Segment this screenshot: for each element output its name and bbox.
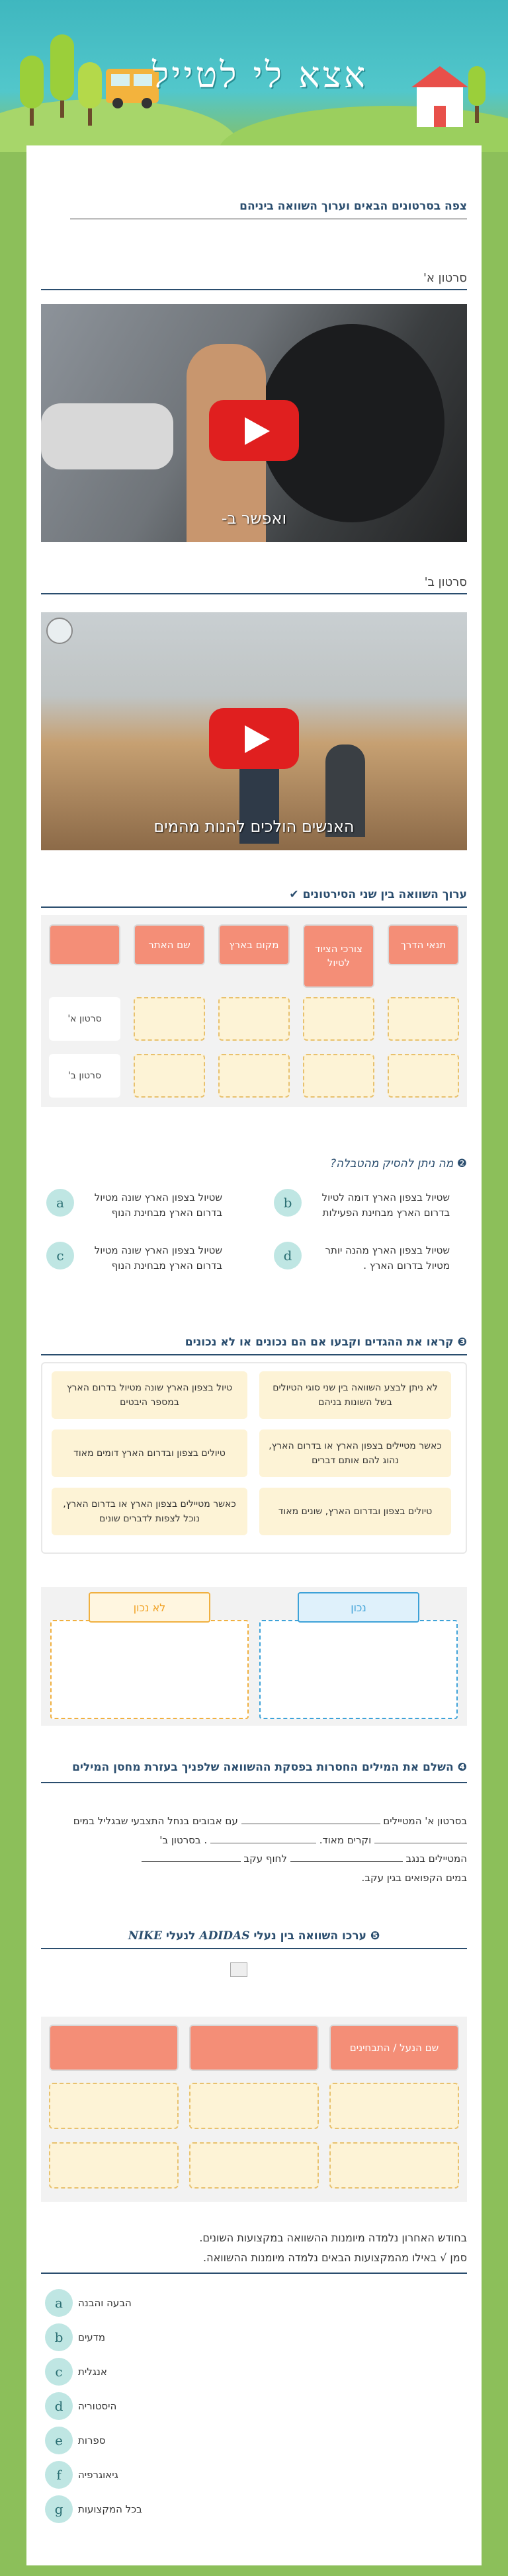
bus-icon [106, 69, 159, 103]
statement-card[interactable]: לא ניתן לבצע השוואה בין שני סוגי הטיולים בשל השונות בניהם [259, 1371, 451, 1419]
q4-text: המטיילים בנגב [405, 1853, 467, 1865]
table-header-empty [189, 2025, 319, 2071]
q2-title-wrap [41, 1157, 467, 1170]
table-header: שם האתר [134, 924, 205, 965]
option-text [78, 2330, 276, 2345]
q4-title [41, 1759, 467, 1783]
tree-icon [78, 62, 102, 126]
video-a-caption: ואפשר ב- [221, 509, 287, 528]
play-button[interactable] [209, 400, 299, 461]
option-label: הבעה והבנה [78, 2297, 132, 2309]
table-header-empty [49, 2025, 179, 2071]
blank-input[interactable] [374, 1834, 467, 1843]
check-icon: ✔ [289, 888, 299, 901]
tree-icon [468, 66, 486, 123]
table-input-cell[interactable] [303, 1054, 374, 1098]
page-header [0, 0, 508, 152]
car-shape [41, 403, 173, 469]
q5-title [41, 1929, 467, 1949]
q6-intro [41, 2228, 467, 2274]
number-3-icon: ❸ [453, 1336, 467, 1349]
sort-area [41, 1587, 467, 1726]
video-b-player[interactable] [41, 612, 467, 850]
option-a-badge[interactable]: a [46, 1189, 74, 1217]
option-c-text: שטיול בצפון הארץ שונה מטיול בדרום הארץ מבחינת הנוף [94, 1244, 222, 1272]
option-label: היסטוריה [78, 2400, 117, 2412]
q4-line [41, 1849, 467, 1869]
brand-b: NIKE [128, 1929, 162, 1943]
q4-line [41, 1812, 467, 1831]
option-a-badge[interactable]: a [45, 2289, 73, 2317]
table-header: שם הנעל / התבחינים [329, 2025, 459, 2071]
table-input-cell[interactable] [49, 2142, 179, 2189]
option-label: בכל המקצועות [78, 2503, 142, 2515]
worksheet [26, 145, 482, 2565]
option-d-text: שטיול בצפון הארץ מהנה יותר מטיול בדרום הארץ . [325, 1244, 450, 1272]
intro-instruction: צפה בסרטונים הבאים וערוך השוואה ביניהם [70, 200, 467, 220]
statement-card[interactable]: כאשר מטיילים בצפון הארץ או בדרום הארץ, נוכל לצפות לדברים שונים [52, 1488, 247, 1535]
q5-title-text: ערכו השוואה בין נעלי [253, 1929, 366, 1943]
blank-input[interactable] [210, 1834, 316, 1843]
q6-para2: סמן √ באילו מהמקצועות הבאים נלמדה מיומנות ההשוואה. [41, 2248, 467, 2273]
q3-title-text: קראו את ההגדים וקבעו אם הם נכונים או לא נכונים [185, 1336, 454, 1349]
tree-icon [20, 56, 44, 126]
table-header: תנאי הדרך [388, 924, 459, 965]
q4-text: וקרים מאוד. [319, 1833, 372, 1846]
compare-title-wrap [41, 888, 467, 908]
q5-connector: לנעלי [165, 1929, 196, 1943]
false-dropzone[interactable] [50, 1620, 249, 1719]
option-label: מדעים [78, 2331, 106, 2343]
table-header-empty [49, 924, 120, 965]
q4-paragraph [41, 1812, 467, 1887]
option-label: גיאוגרפיה [78, 2469, 118, 2481]
q4-text: לחוף עקב [243, 1853, 287, 1865]
option-label: אנגלית [78, 2366, 107, 2378]
blank-input[interactable] [241, 1815, 380, 1824]
q2-title [41, 1157, 467, 1170]
q3-title-wrap [41, 1336, 467, 1355]
page-title: אצא לי לטייל [152, 54, 368, 96]
option-text [78, 2433, 276, 2448]
q4-text: . בסרטון ב' [159, 1833, 208, 1846]
q4-title-text: השלם את המילים החסרות בפסקת ההשוואה שלפניך בעזרת מחסן המילים [72, 1761, 454, 1774]
number-4-icon: ❹ [453, 1761, 467, 1774]
section-1-title: ערוך השוואה בין שני הסירטונים [302, 888, 467, 901]
video-b-caption: האנשים הולכים להנות מהמים [153, 817, 355, 836]
table-input-cell[interactable] [218, 997, 290, 1041]
table-header: מקום בארץ [218, 924, 290, 965]
channel-icon [46, 618, 73, 644]
blank-input[interactable] [142, 1853, 241, 1862]
table-input-cell[interactable] [388, 997, 459, 1041]
brand-a: ADIDAS [199, 1929, 250, 1943]
table-input-cell[interactable] [218, 1054, 290, 1098]
table-input-cell[interactable] [303, 997, 374, 1041]
option-text [78, 2468, 276, 2483]
video-a-player[interactable] [41, 304, 467, 542]
option-d-badge[interactable]: d [45, 2392, 73, 2420]
table-input-cell[interactable] [388, 1054, 459, 1098]
option-b-text: שטיול בצפון הארץ דומה לטיול בדרום הארץ מבחינת הפעילות [321, 1191, 450, 1219]
video-a-label-wrap [41, 271, 467, 290]
play-button[interactable] [209, 708, 299, 769]
true-label: נכון [298, 1592, 419, 1623]
q4-text: עם אבובים בנחל התצבעי שבגליל במים [73, 1815, 238, 1827]
option-c-badge[interactable]: c [45, 2358, 73, 2386]
statement-card[interactable]: טיולים בצפון ובדרום הארץ דומים מאוד [52, 1429, 247, 1477]
q5-title-wrap [41, 1929, 467, 1949]
statements-pool [41, 1362, 467, 1554]
option-g-badge[interactable]: g [45, 2495, 73, 2523]
option-a-text: שטיול בצפון הארץ שונה מטיול בדרום הארץ מבחינת הנוף [94, 1191, 222, 1219]
option-d-badge[interactable]: d [274, 1242, 302, 1269]
house-icon [417, 86, 463, 127]
compare-table [41, 915, 467, 1107]
table-input-cell[interactable] [329, 2083, 459, 2129]
option-label: ספרות [78, 2435, 106, 2446]
statement-card[interactable]: טיול בצפון הארץ שונה מטיול בדרום הארץ במספר היבטים [52, 1371, 247, 1419]
q4-title-wrap [41, 1759, 467, 1783]
option-c-badge[interactable]: c [46, 1242, 74, 1269]
true-dropzone[interactable] [259, 1620, 458, 1719]
number-5-icon: ❺ [366, 1929, 380, 1943]
false-label: לא נכון [89, 1592, 210, 1623]
option-text [78, 2296, 276, 2311]
video-b-label: סרטון ב' [41, 575, 467, 594]
tree-icon [50, 34, 74, 118]
table-input-cell[interactable] [134, 1054, 205, 1098]
table-input-cell[interactable] [329, 2142, 459, 2189]
option-b-badge[interactable]: b [274, 1189, 302, 1217]
q4-line [41, 1869, 467, 1888]
q4-line [41, 1831, 467, 1850]
option-e-badge[interactable]: e [45, 2427, 73, 2454]
table-input-cell[interactable] [49, 2083, 179, 2129]
q6-para1: בחודש האחרון נלמדה מיומנות ההשוואה במקצועות השונים. [199, 2232, 467, 2244]
option-b-badge[interactable]: b [45, 2323, 73, 2351]
intro-instruction-wrap [41, 200, 467, 220]
blank-input[interactable] [290, 1853, 403, 1862]
option-f-badge[interactable]: f [45, 2461, 73, 2489]
q2-title-text: מה ניתן להסיק מהטבלה? [330, 1157, 454, 1170]
q4-text: במים הקפואים בגין עקב. [361, 1871, 467, 1884]
option-text [78, 2502, 276, 2517]
number-2-icon: ❷ [453, 1157, 467, 1170]
statement-card[interactable]: כאשר מטיילים בצפון הארץ או בדרום הארץ, נהוג להם אותם דברים [259, 1429, 451, 1477]
option-text [78, 2399, 276, 2414]
option-text [78, 2364, 276, 2380]
compare-title [41, 888, 467, 908]
q3-title [41, 1336, 467, 1355]
table-header: צורכי הציוד לטיול [303, 924, 374, 988]
row-label: סרטון ב' [49, 1054, 120, 1098]
q4-text: בסרטון א' המטיילים [383, 1815, 467, 1827]
shoe-compare-table [41, 2017, 467, 2202]
table-input-cell[interactable] [134, 997, 205, 1041]
video-a-label: סרטון א' [41, 271, 467, 290]
video-b-label-wrap [41, 575, 467, 594]
broken-image-icon [230, 1962, 247, 1977]
table-input-cell[interactable] [189, 2142, 319, 2189]
table-input-cell[interactable] [189, 2083, 319, 2129]
statement-card[interactable]: טיולים בצפון ובדרום הארץ, שונים מאוד [259, 1488, 451, 1535]
row-label: סרטון א' [49, 997, 120, 1041]
